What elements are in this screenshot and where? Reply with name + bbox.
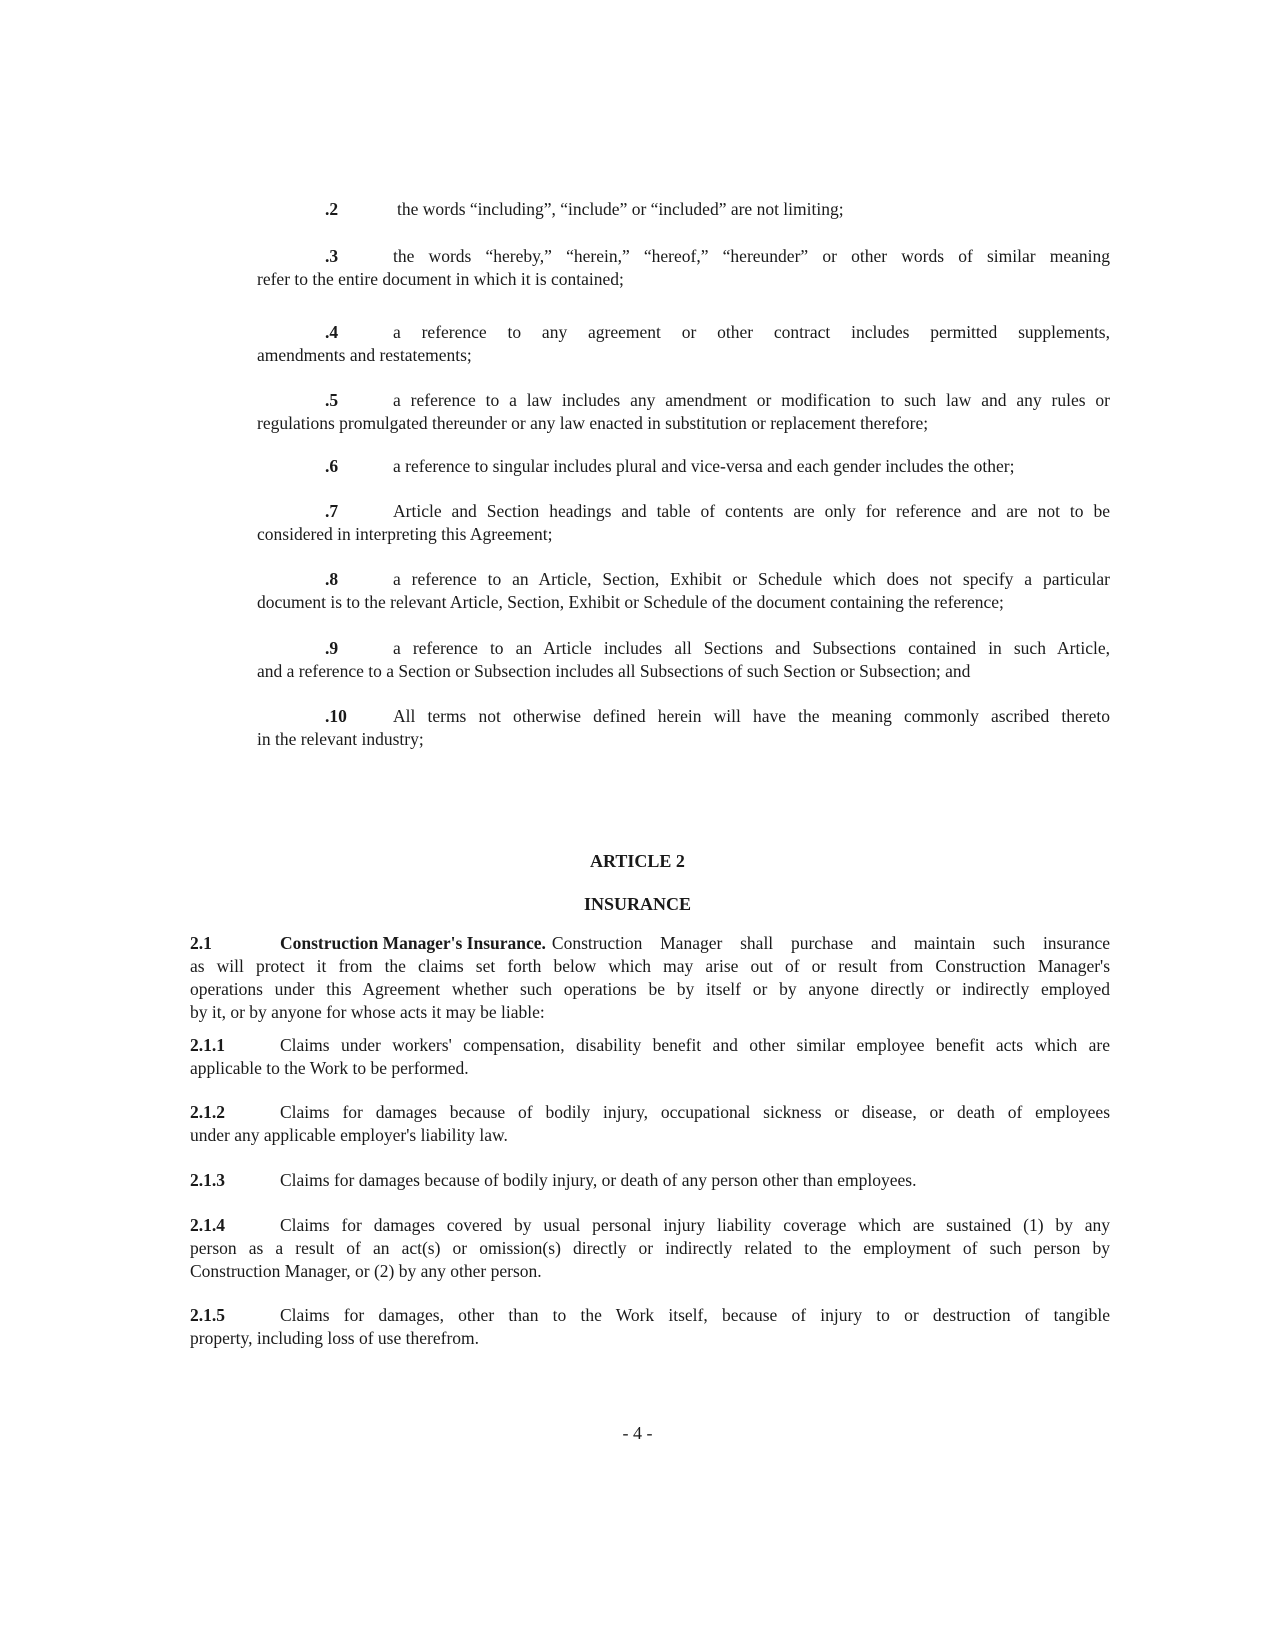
list-item-3 [257,245,1110,291]
list-item-number: .3 [325,246,339,266]
list-item-number: .5 [325,390,339,410]
list-item-text: a reference to a law includes any amendment or modification to such law and any rules or [393,390,1110,410]
list-item-continuation: amendments and restatements; [257,345,472,365]
section-text-line: by it, or by anyone for whose acts it may be liable: [190,1002,545,1022]
section-text-line: applicable to the Work to be performed. [190,1058,469,1078]
page-number: - 4 - [622,1423,653,1443]
list-item-10 [257,705,1110,751]
list-item-8 [257,568,1110,614]
section-text-line: operations under this Agreement whether such operations be by itself or by anyone directly or indirectly employed [190,979,1110,999]
section-number: 2.1.1 [190,1035,225,1055]
section-text-line: Claims for damages because of bodily injury, or death of any person other than employees. [280,1170,917,1190]
section-heading: Construction Manager's Insurance. [280,933,546,953]
list-item-text: a reference to any agreement or other contract includes permitted supplements, [393,322,1110,342]
list-item-text: All terms not otherwise defined herein will have the meaning commonly ascribed thereto [393,706,1110,726]
list-item-text: Article and Section headings and table of contents are only for reference and are not to be [393,501,1110,521]
section-text-line: Construction Manager shall purchase and maintain such insurance [551,933,1110,953]
list-item-continuation: considered in interpreting this Agreement; [257,524,553,544]
list-item-5 [257,389,1110,435]
article-number-heading: ARTICLE 2 [590,851,685,871]
list-item-number: .7 [325,501,339,521]
list-item-number: .4 [325,322,339,342]
list-item-continuation: document is to the relevant Article, Section, Exhibit or Schedule of the document containing the reference; [257,592,1004,612]
list-item-number: .6 [325,456,339,476]
list-item-text: the words “including”, “include” or “included” are not limiting; [397,199,844,219]
list-item-text: the words “hereby,” “herein,” “hereof,” “hereunder” or other words of similar meaning [393,246,1110,266]
section-text-line: Claims under workers' compensation, disability benefit and other similar employee benefit acts which are [280,1035,1110,1055]
list-item-number: .8 [325,569,339,589]
section-text-line: under any applicable employer's liability law. [190,1125,508,1145]
article-title-heading: INSURANCE [583,894,691,914]
list-item-6 [257,455,1110,478]
list-item-text: a reference to singular includes plural and vice-versa and each gender includes the other; [393,456,1015,476]
section-2-1-2 [190,1101,1110,1147]
list-item-continuation: in the relevant industry; [257,729,424,749]
list-item-text: a reference to an Article, Section, Exhibit or Schedule which does not specify a particular [393,569,1110,589]
section-2-1-4 [190,1214,1110,1283]
list-item-text: a reference to an Article includes all Sections and Subsections contained in such Article, [393,638,1110,658]
section-text-line: Claims for damages covered by usual personal injury liability coverage which are sustained (1) by any [280,1215,1110,1235]
list-item-continuation: regulations promulgated thereunder or any law enacted in substitution or replacement therefore; [257,413,929,433]
section-text-line: as will protect it from the claims set forth below which may arise out of or result from Construction Manager's [190,956,1110,976]
section-text-line: property, including loss of use therefrom. [190,1328,480,1348]
list-item-continuation: and a reference to a Section or Subsection includes all Subsections of such Section or Subsection; and [257,661,971,681]
list-item-9 [257,637,1110,683]
section-text-line: person as a result of an act(s) or omission(s) directly or indirectly related to the employment of such person by [190,1238,1110,1258]
section-2-1 [190,932,1110,1024]
section-2-1-1 [190,1034,1110,1080]
section-text-line: Claims for damages because of bodily injury, occupational sickness or disease, or death of employees [280,1102,1110,1122]
section-number: 2.1 [190,933,212,953]
list-item-continuation: refer to the entire document in which it is contained; [257,269,624,289]
section-text-line: Claims for damages, other than to the Work itself, because of injury to or destruction of tangible [280,1305,1110,1325]
list-item-number: .2 [325,199,339,219]
section-number: 2.1.5 [190,1305,225,1325]
list-item-7 [257,500,1110,546]
section-2-1-3 [190,1169,1110,1192]
section-text-line: Construction Manager, or (2) by any other person. [190,1261,542,1281]
list-item-2 [257,198,1110,221]
list-item-4 [257,321,1110,367]
section-number: 2.1.3 [190,1170,225,1190]
list-item-number: .10 [325,706,347,726]
list-item-number: .9 [325,638,339,658]
section-number: 2.1.2 [190,1102,225,1122]
section-2-1-5 [190,1304,1110,1350]
section-number: 2.1.4 [190,1215,225,1235]
